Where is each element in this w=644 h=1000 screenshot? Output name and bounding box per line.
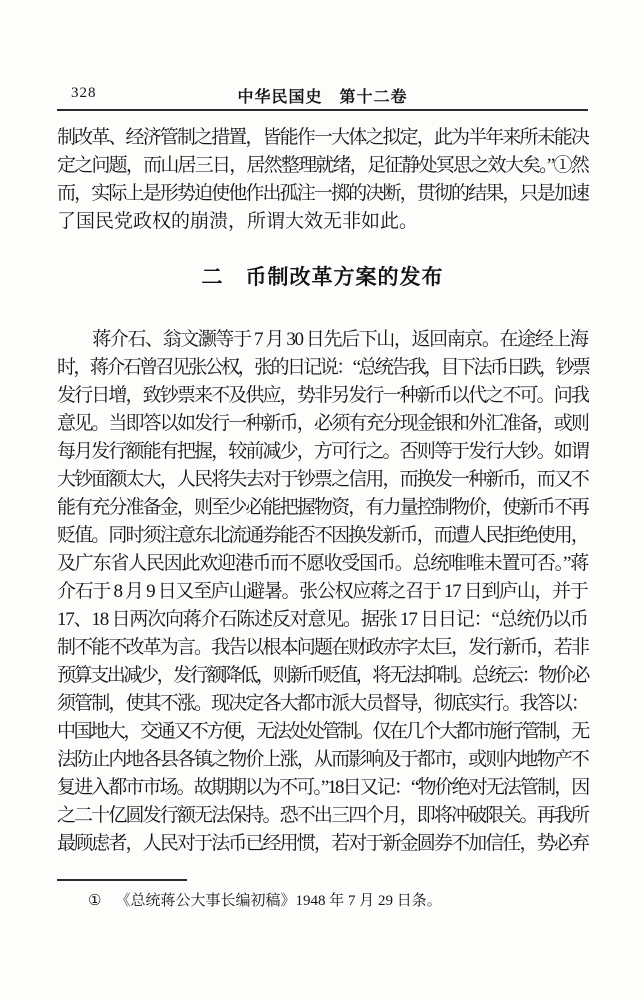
footnote-marker: ① — [88, 893, 102, 909]
text-line: 法防止内地各县各镇之物价上涨，从而影响及于都市，或则内地物产不 — [57, 749, 589, 770]
text-line: 了国民党政权的崩溃，所谓大效无非如此。 — [57, 211, 419, 232]
footnote — [57, 891, 588, 911]
paragraph-continuation — [57, 124, 588, 236]
text-line: 而，实际上是形势迫使他作出孤注一掷的决断，贯彻的结果，只是加速 — [57, 183, 589, 204]
text-line: 预算支出减少，发行额降低，则新币贬值，将无法抑制。总统云：物价必 — [57, 665, 589, 686]
page-number: 328 — [71, 85, 97, 101]
text-line: 大钞面额太大，人民将失去对于钞票之信用，而换发一种新币，而又不 — [57, 469, 589, 490]
text-line: 意见。当即答以如发行一种新币，必须有充分现金银和外汇准备，或则 — [57, 413, 589, 434]
section-heading: 二 币制改革方案的发布 — [201, 265, 444, 289]
page-header — [57, 84, 588, 106]
text-line: 复进入都市市场。故期期以为不可。”18日又记：“物价绝对无法管制，因 — [57, 777, 589, 798]
running-title: 中华民国史 第十二卷 — [237, 89, 408, 106]
header-rule — [57, 109, 588, 111]
text-line: 之二十亿圆发行额无法保持。恐不出三四个月，即将冲破限关。再我所 — [57, 805, 589, 826]
text-line: 能有充分准备金，则至少必能把握物资，有力量控制物价，使新币不再 — [57, 497, 589, 518]
footnote-rule — [57, 879, 187, 881]
text-line: 每月发行额能有把握，较前减少，方可行之。否则等于发行大钞。如谓 — [57, 441, 589, 462]
text-line: 17、18 日两次向蒋介石陈述反对意见。据张 17 日日记：“总统仍以币 — [57, 609, 588, 630]
text-line: 及广东省人民因此欢迎港币而不愿收受国币。总统唯唯未置可否。”蒋 — [57, 553, 588, 574]
text-line: 介石于 8 月 9 日又至庐山避暑。张公权应蒋之召于 17 日到庐山，并于 — [57, 581, 588, 602]
text-line: 最顾虑者，人民对于法币已经用惯，若对于新金圆券不加信任，势必弃 — [57, 833, 589, 854]
paragraph-main — [57, 326, 588, 858]
text-line: 制不能不改革为言。我告以根本问题在财政赤字太巨，发行新币，若非 — [57, 637, 589, 658]
text-line: 蒋介石、翁文灏等于 7 月 30 日先后下山，返回南京。在途经上海 — [57, 329, 588, 350]
text-line: 发行日增，致钞票来不及供应，势非另发行一种新币以代之不可。问我 — [57, 385, 589, 406]
text-line: 中国地大，交通又不方便，无法处处管制。仅在几个大都市施行管制，无 — [57, 721, 589, 742]
text-line: 时，蒋介石曾召见张公权，张的日记说：“总统告我，目下法币日跌，钞票 — [57, 357, 589, 378]
footnote-text: 《总统蒋公大事长编初稿》1948 年 7 月 29 日条。 — [115, 893, 442, 909]
text-line: 定之问题，而山居三日，居然整理就绪，足征静处冥思之效大矣。”①然 — [57, 155, 588, 176]
text-line: 须管制，使其不涨。现决定各大都市派大员督导，彻底实行。我答以： — [57, 693, 589, 714]
text-line: 制改革、经济管制之措置，皆能作一大体之拟定，此为半年来所未能决 — [57, 127, 589, 148]
text-line: 贬值。同时须注意东北流通券能否不因换发新币，而遭人民拒绝使用， — [57, 525, 589, 546]
